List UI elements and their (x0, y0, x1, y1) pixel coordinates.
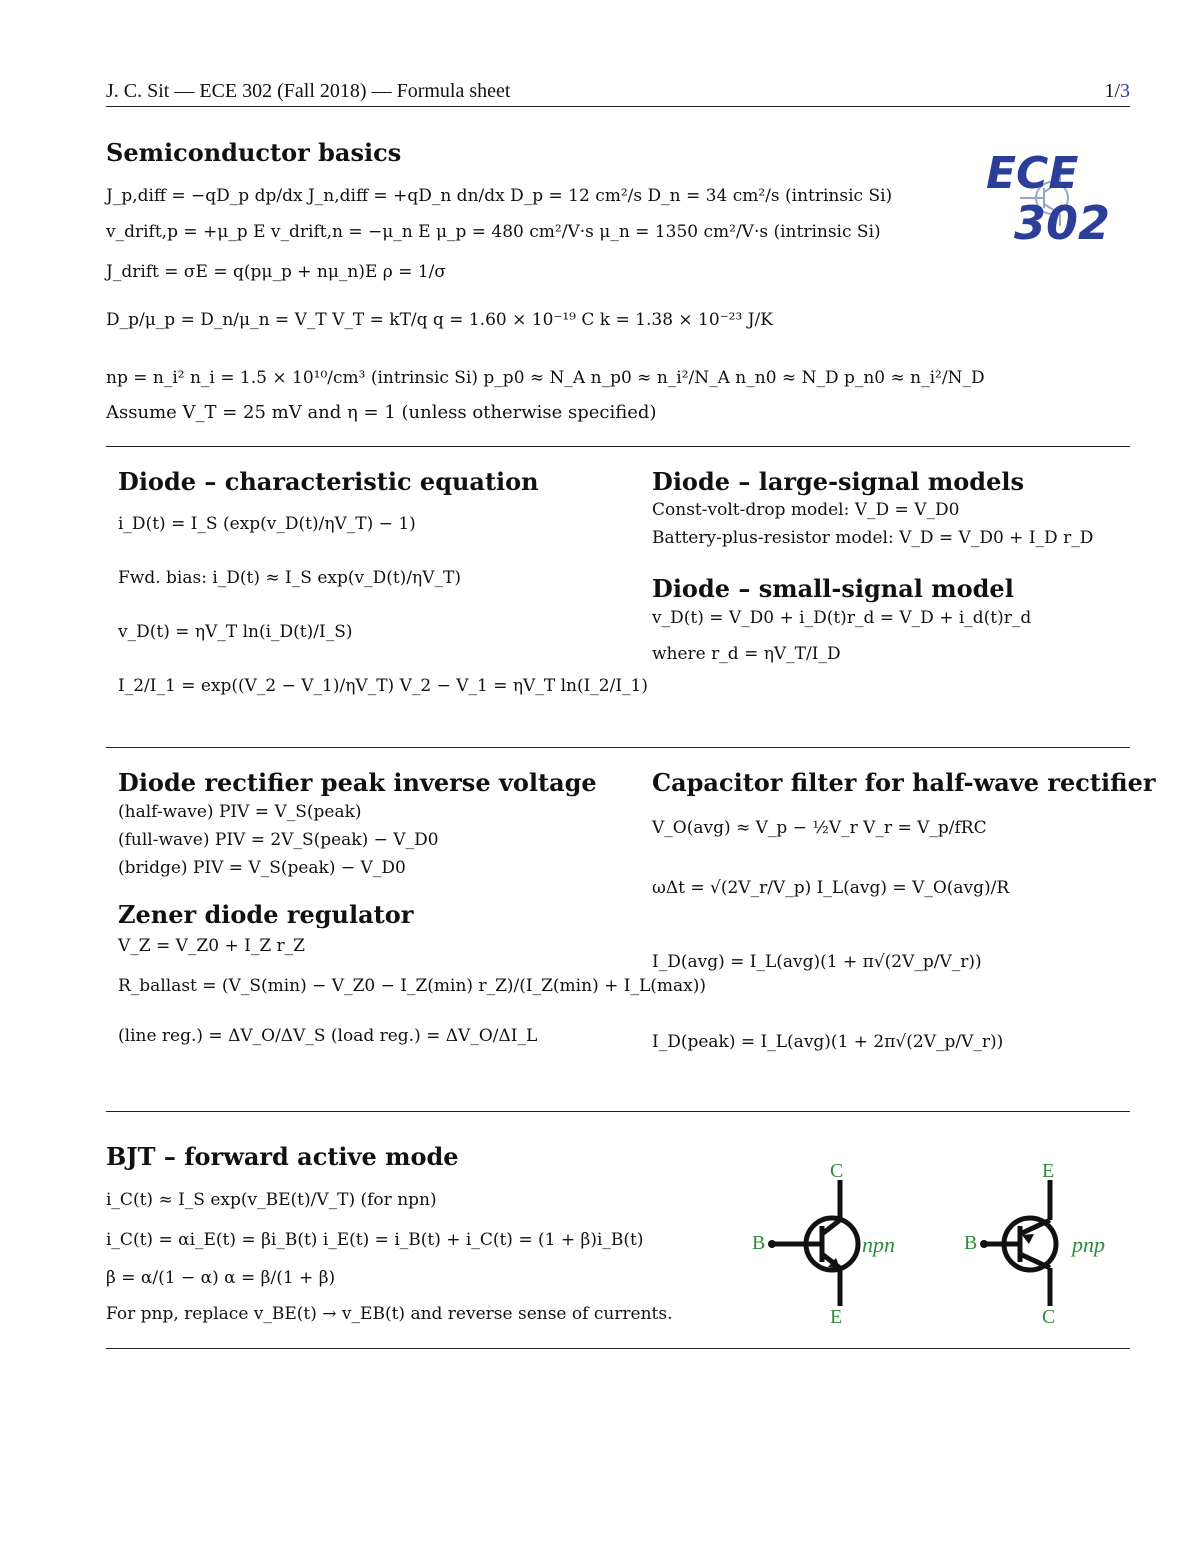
formula-line: where r_d = ηV_T/I_D (652, 644, 841, 664)
formula-line: D_p/μ_p = D_n/μ_n = V_T V_T = kT/q q = 1.60 × 10⁻¹⁹ C k = 1.38 × 10⁻²³ J/K (106, 310, 773, 330)
section-title-zener: Zener diode regulator (118, 900, 414, 929)
ece302-logo (980, 150, 1120, 250)
formula-line: np = n_i² n_i = 1.5 × 10¹⁰/cm³ (intrinsic Si) p_p0 ≈ N_A n_p0 ≈ n_i²/N_A n_n0 ≈ N_D p_n0 ≈ n_i²/N_D (106, 368, 985, 388)
formula-line: V_Z = V_Z0 + I_Z r_Z (118, 936, 305, 956)
formula-line: (full-wave) PIV = 2V_S(peak) − V_D0 (118, 830, 439, 850)
formula-line: i_C(t) ≈ I_S exp(v_BE(t)/V_T) (for npn) (106, 1190, 437, 1210)
section-title-diode-large-signal: Diode – large-signal models (652, 467, 1024, 496)
header-rule (106, 106, 1130, 107)
formula-line: I_D(peak) = I_L(avg)(1 + 2π√(2V_p/V_r)) (652, 1032, 1004, 1052)
header-title: J. C. Sit — ECE 302 (Fall 2018) — Formula sheet (106, 80, 511, 102)
section-title-semiconductor: Semiconductor basics (106, 138, 402, 167)
npn-transistor-symbol (750, 1160, 920, 1330)
logo-line2: 302 (1014, 196, 1111, 250)
formula-line: (bridge) PIV = V_S(peak) − V_D0 (118, 858, 406, 878)
formula-line: i_D(t) = I_S (exp(v_D(t)/ηV_T) − 1) (118, 514, 416, 534)
formula-line: Battery-plus-resistor model: V_D = V_D0 + I_D r_D (652, 528, 1094, 548)
section-title-capacitor-filter: Capacitor filter for half-wave rectifier (652, 768, 1156, 797)
formula-line: I_D(avg) = I_L(avg)(1 + π√(2V_p/V_r)) (652, 952, 982, 972)
section-rule (106, 747, 1130, 748)
page-header (106, 80, 510, 103)
formula-line: v_drift,p = +μ_p E v_drift,n = −μ_n E μ_p = 480 cm²/V·s μ_n = 1350 cm²/V·s (intrinsic Si) (106, 222, 881, 242)
formula-line: v_D(t) = ηV_T ln(i_D(t)/I_S) (118, 622, 353, 642)
npn-emitter-label: E (830, 1306, 843, 1328)
formula-line: For pnp, replace v_BE(t) → v_EB(t) and reverse sense of currents. (106, 1304, 673, 1324)
page-number: 1/3 (1104, 80, 1130, 102)
section-rule (106, 1348, 1130, 1349)
pnp-emitter-label: E (1042, 1160, 1055, 1182)
formula-line: Fwd. bias: i_D(t) ≈ I_S exp(v_D(t)/ηV_T) (118, 568, 461, 588)
pnp-type-label: pnp (1072, 1232, 1105, 1257)
formula-line: I_2/I_1 = exp((V_2 − V_1)/ηV_T) V_2 − V_1 = ηV_T ln(I_2/I_1) (118, 676, 649, 696)
formula-line: (line reg.) = ΔV_O/ΔV_S (load reg.) = ΔV_O/ΔI_L (118, 1026, 538, 1046)
formula-line: v_D(t) = V_D0 + i_D(t)r_d = V_D + i_d(t)r_d (652, 608, 1032, 628)
formula-line: V_O(avg) ≈ V_p − ½V_r V_r = V_p/fRC (652, 818, 987, 838)
section-rule (106, 1111, 1130, 1112)
section-rule (106, 446, 1130, 447)
formula-line: R_ballast = (V_S(min) − V_Z0 − I_Z(min) r_Z)/(I_Z(min) + I_L(max)) (118, 976, 706, 996)
formula-line: (half-wave) PIV = V_S(peak) (118, 802, 362, 822)
pnp-base-label: B (964, 1232, 978, 1254)
formula-line: β = α/(1 − α) α = β/(1 + β) (106, 1268, 336, 1288)
logo-line1: ECE (986, 148, 1079, 199)
pnp-transistor-icon (962, 1160, 1132, 1330)
pnp-transistor-symbol (962, 1160, 1132, 1330)
formula-note: Assume V_T = 25 mV and η = 1 (unless otherwise specified) (106, 402, 657, 423)
section-title-diode-small-signal: Diode – small-signal model (652, 574, 1014, 603)
pnp-collector-label: C (1042, 1306, 1056, 1328)
section-title-piv: Diode rectifier peak inverse voltage (118, 768, 597, 797)
section-title-diode-characteristic: Diode – characteristic equation (118, 467, 539, 496)
formula-line: Const-volt-drop model: V_D = V_D0 (652, 500, 960, 520)
npn-collector-label: C (830, 1160, 844, 1182)
formula-line: J_drift = σE = q(pμ_p + nμ_n)E ρ = 1/σ (106, 262, 446, 282)
section-title-bjt: BJT – forward active mode (106, 1142, 459, 1171)
formula-line: i_C(t) = αi_E(t) = βi_B(t) i_E(t) = i_B(t) + i_C(t) = (1 + β)i_B(t) (106, 1230, 644, 1250)
formula-line: ωΔt = √(2V_r/V_p) I_L(avg) = V_O(avg)/R (652, 878, 1010, 898)
formula-line: J_p,diff = −qD_p dp/dx J_n,diff = +qD_n dn/dx D_p = 12 cm²/s D_n = 34 cm²/s (intrinsic Si) (106, 186, 893, 206)
npn-type-label: npn (862, 1232, 895, 1257)
npn-base-label: B (752, 1232, 766, 1254)
